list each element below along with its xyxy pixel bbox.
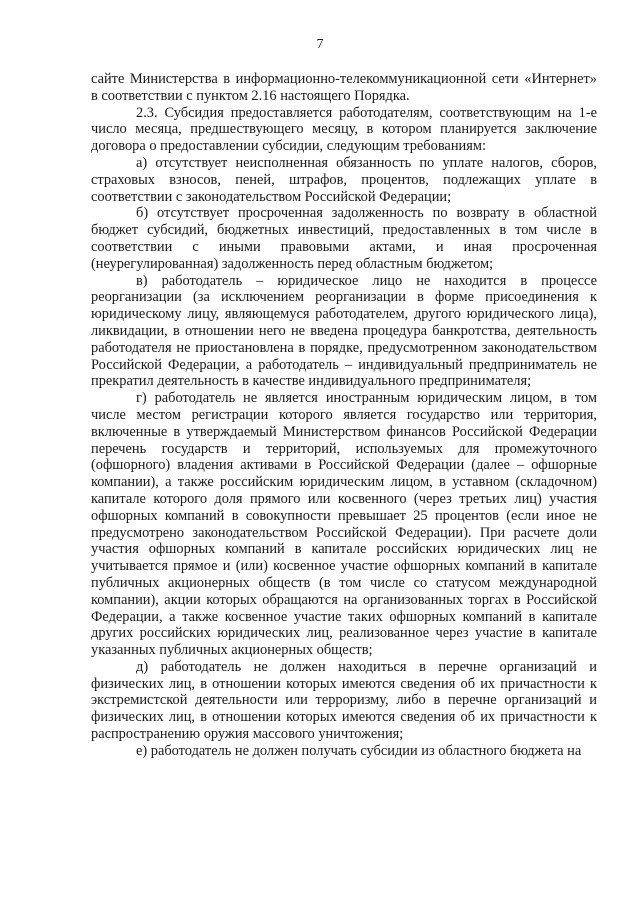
paragraph-requirement-g: г) работодатель не является иностранным юридическим лицом, в том числе местом регистрации которого является государство или территория, включенные в утверждаемый Министерством финансов Российской Федерации перечень государств и территорий, используемых для промежуточного (офшорного) владения активами в Российской Федерации (далее – офшорные компании), а также российским юридическим лицом, в уставном (складочном) капитале которого доля прямого или косвенного (через третьих лиц) участия офшорных компаний в совокупности превышает 25 процентов (если иное не предусмотрено законодательством Российской Федерации). При расчете доли участия офшорных компаний в капитале российских юридических лиц не учитывается прямое и (или) косвенное участие офшорных компаний в капитале публичных акционерных обществ (в том числе со статусом международной компании), акции которых обращаются на организованных торгах в Российской Федерации, а также косвенное участие таких офшорных компаний в капитале других российских юридических лиц, реализованное через участие в капитале указанных публичных акционерных обществ; [91,390,597,659]
paragraph-requirement-b: б) отсутствует просроченная задолженность по возврату в областной бюджет субсидий, бюджетных инвестиций, предоставленных в том числе в соответствии с иными правовыми актами, и иная просроченная (неурегулированная) задолженность перед областным бюджетом; [91,205,597,272]
document-body [91,71,597,760]
paragraph-clause-2-3: 2.3. Субсидия предоставляется работодателям, соответствующим на 1-е число месяца, предшествующего месяцу, в котором планируется заключение договора о предоставлении субсидии, следующим требованиям: [91,104,597,155]
paragraph-requirement-a: а) отсутствует неисполненная обязанность по уплате налогов, сборов, страховых взносов, пеней, штрафов, процентов, подлежащих уплате в соответствии с законодательством Российской Федерации; [91,154,597,205]
paragraph-requirement-v: в) работодатель – юридическое лицо не находится в процессе реорганизации (за исключением реорганизации в форме присоединения к юридическому лицу, являющемуся работодателем, другого юридического лица), ликвидации, в отношении него не введена процедура банкротства, деятельность работодателя не приостановлена в порядке, предусмотренном законодательством Российской Федерации, а работодатель – индивидуальный предприниматель не прекратил деятельность в качестве индивидуального предпринимателя; [91,272,597,390]
paragraph-continuation: сайте Министерства в информационно-телекоммуникационной сети «Интернет» в соответствии с пунктом 2.16 настоящего Порядка. [91,71,597,104]
page-number: 7 [316,37,324,52]
paragraph-requirement-d: д) работодатель не должен находиться в перечне организаций и физических лиц, в отношении которых имеются сведения об их причастности к экстремистской деятельности или терроризму, либо в перечне организаций и физических лиц, в отношении которых имеются сведения об их причастности к распространению оружия массового уничтожения; [91,658,597,743]
paragraph-requirement-e: е) работодатель не должен получать субсидии из областного бюджета на [136,742,582,759]
